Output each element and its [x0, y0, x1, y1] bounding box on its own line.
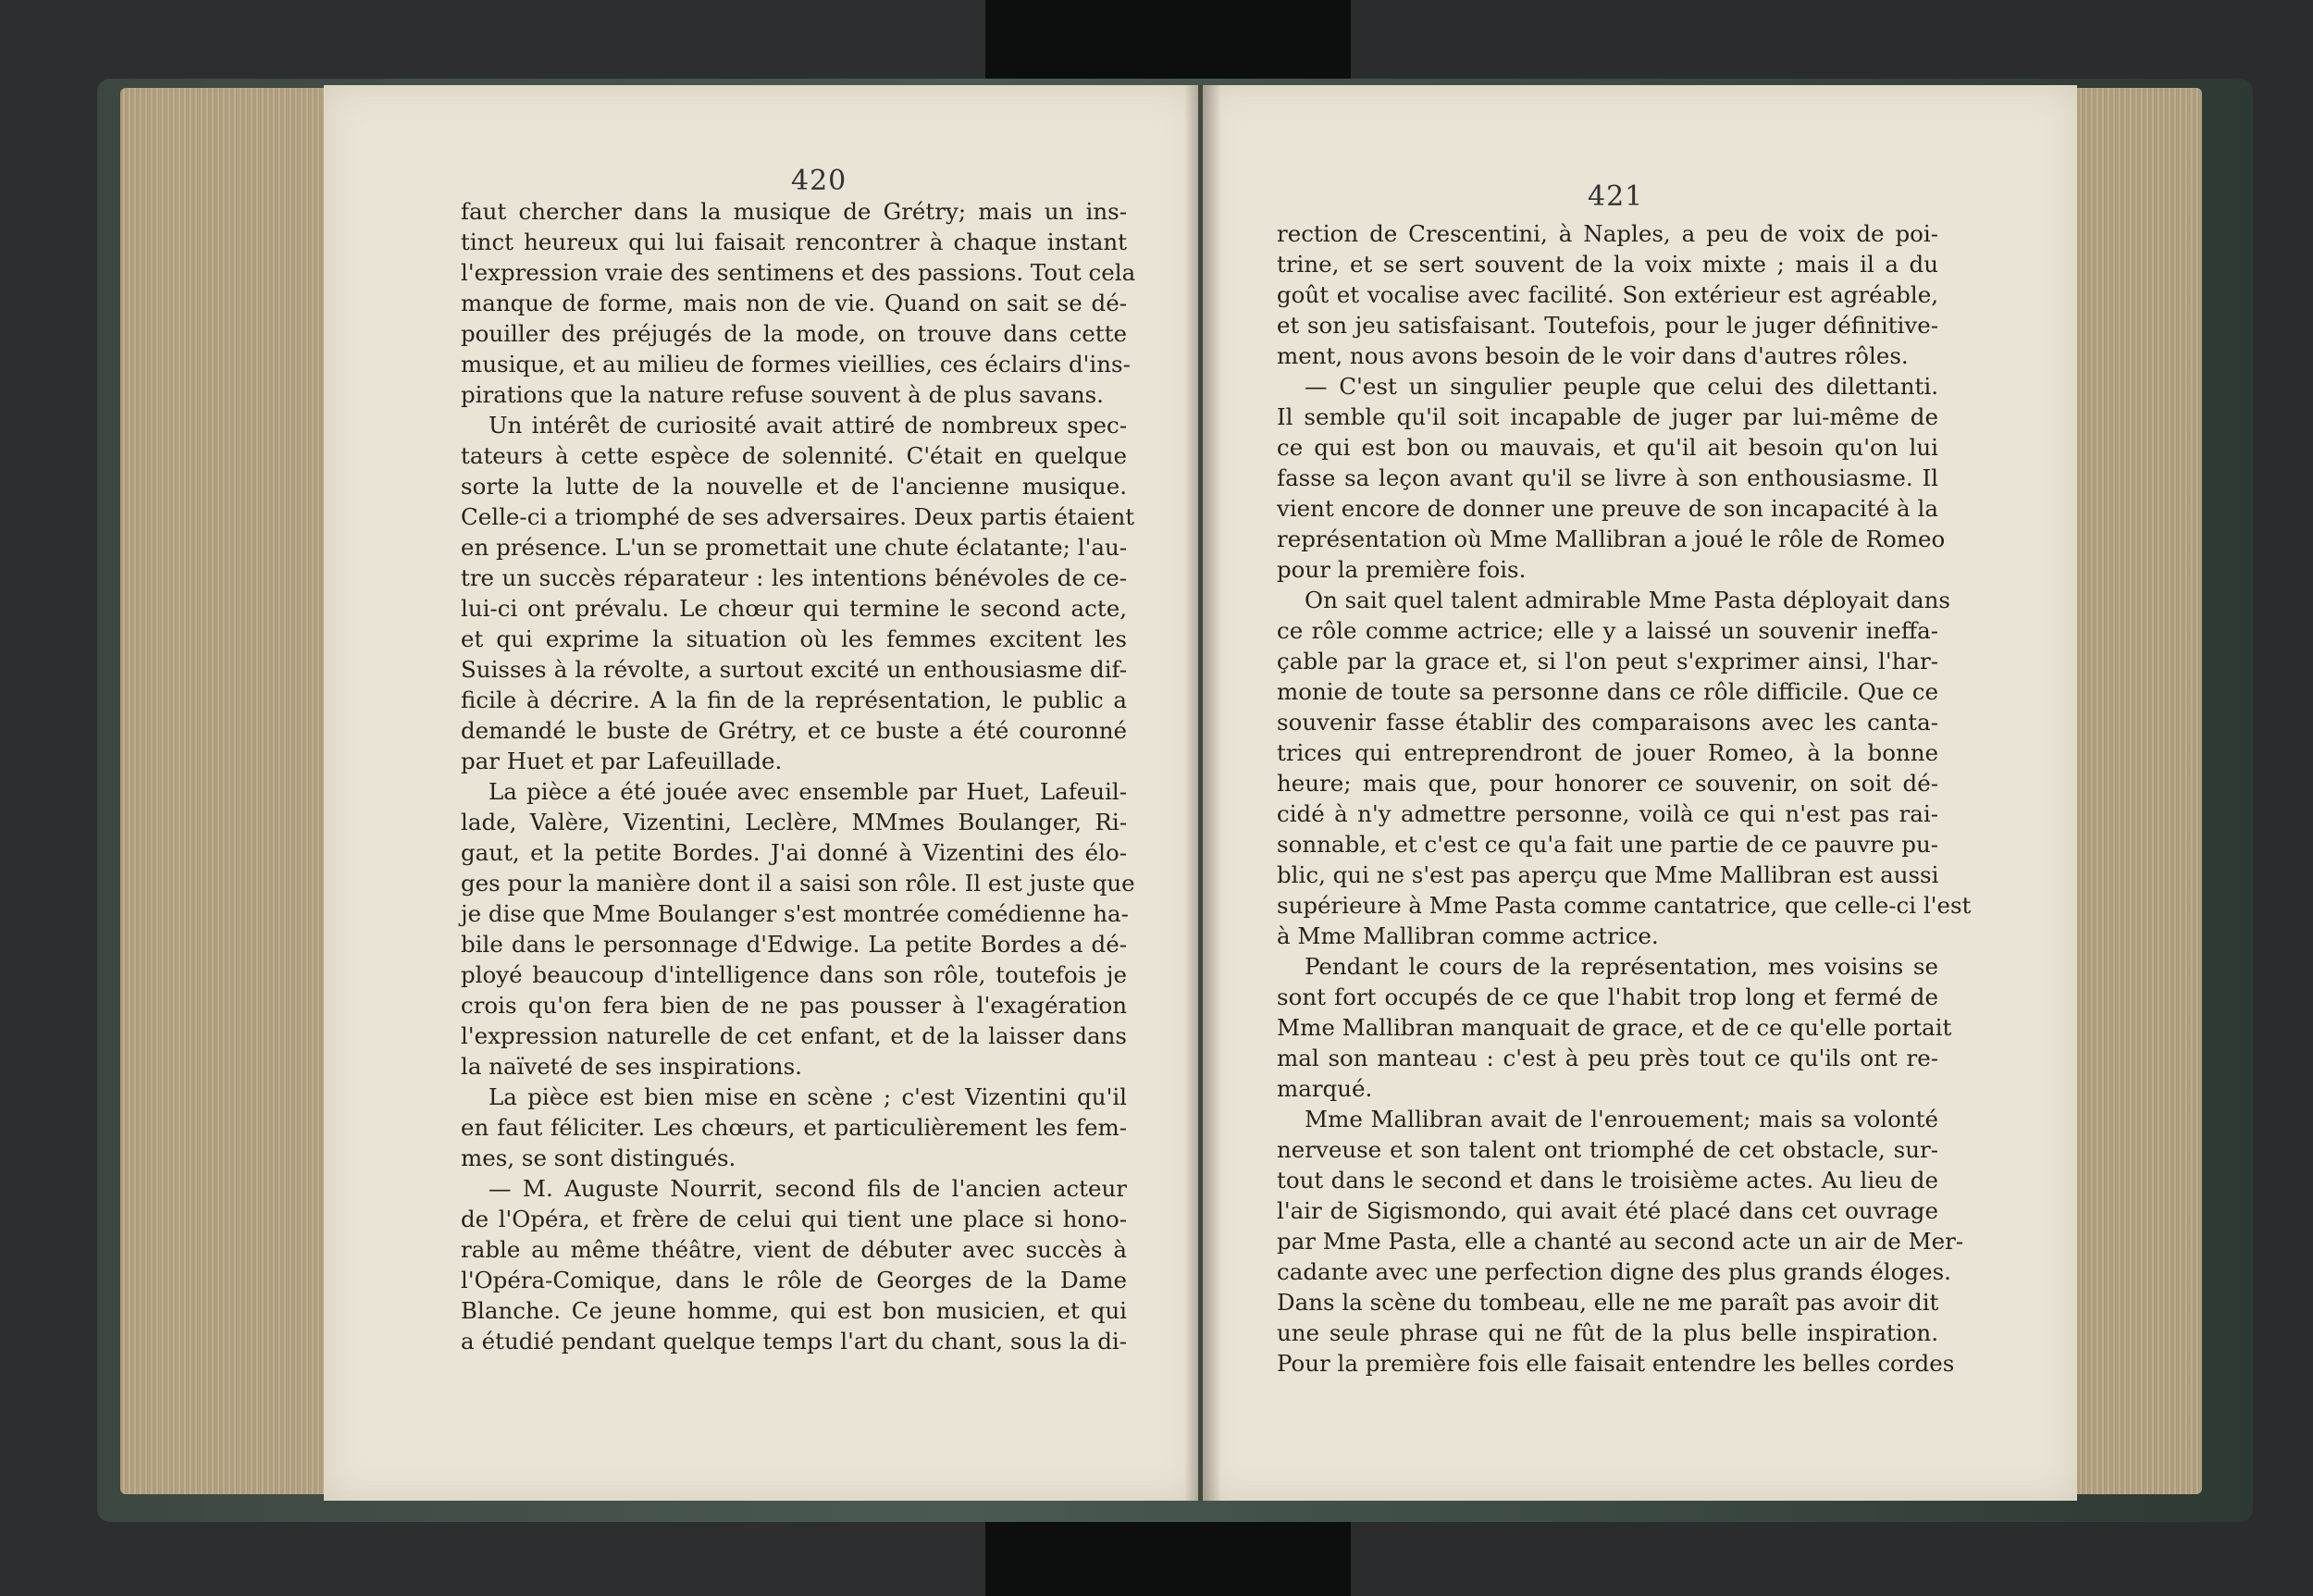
text-line: pirations que la nature refuse souvent à de plus savans. — [461, 381, 1104, 408]
text-line: Il semble qu'il soit incapable de juger par lui-même de — [1277, 403, 1938, 430]
page-edges-left — [120, 88, 342, 1494]
text-line: pouiller des préjugés de la mode, on trouve dans cette — [461, 320, 1127, 347]
text-line: monie de toute sa personne dans ce rôle difficile. Que ce — [1277, 678, 1938, 705]
text-line: Celle-ci a triomphé de ses adversaires. Deux partis étaient — [461, 503, 1135, 530]
text-line: çable par la grace et, si l'on peut s'exprimer ainsi, l'har- — [1277, 648, 1938, 674]
text-line: Dans la scène du tombeau, elle ne me paraît pas avoir dit — [1277, 1289, 1939, 1316]
text-line: supérieure à Mme Pasta comme cantatrice, que celle-ci l'est — [1277, 892, 1972, 919]
text-line: — M. Auguste Nourrit, second fils de l'ancien acteur — [489, 1175, 1127, 1202]
text-line: vient encore de donner une preuve de son incapacité à la — [1277, 495, 1938, 522]
text-line: lui-ci ont prévalu. Le chœur qui termine le second acte, — [461, 595, 1127, 622]
text-line: sont fort occupés de ce que l'habit trop long et fermé de — [1277, 984, 1938, 1010]
text-line: par Mme Pasta, elle a chanté au second acte un air de Mer- — [1277, 1228, 1964, 1255]
text-line: manque de forme, mais non de vie. Quand on sait se dé- — [461, 290, 1127, 316]
text-line: tateurs à cette espèce de solennité. C'était en quelque — [461, 442, 1127, 469]
text-line: musique, et au milieu de formes vieillies, ces éclairs d'ins- — [461, 351, 1131, 377]
text-line: La pièce est bien mise en scène ; c'est Vizentini qu'il — [489, 1083, 1127, 1110]
right-page-number: 421 — [1588, 180, 1644, 213]
text-line: sonnable, et c'est ce qu'a fait une partie de ce pauvre pu- — [1277, 831, 1938, 858]
text-line: Suisses à la révolte, a surtout excité un enthousiasme dif- — [461, 656, 1127, 683]
text-line: la naïveté de ses inspirations. — [461, 1053, 802, 1080]
text-line: tinct heureux qui lui faisait rencontrer à chaque instant — [461, 229, 1127, 255]
text-line: tout dans le second et dans le troisième actes. Au lieu de — [1277, 1167, 1938, 1194]
text-line: en faut féliciter. Les chœurs, et particulièrement les fem- — [461, 1114, 1127, 1141]
text-line: crois qu'on fera bien de ne pas pousser à l'exagération — [461, 992, 1127, 1019]
text-line: une seule phrase qui ne fût de la plus belle inspiration. — [1277, 1319, 1938, 1346]
text-line: ce rôle comme actrice; elle y a laissé un souvenir ineffa- — [1277, 617, 1938, 644]
text-line: Mme Mallibran avait de l'enrouement; mais sa volonté — [1305, 1106, 1938, 1132]
text-line: goût et vocalise avec facilité. Son extérieur est agréable, — [1277, 281, 1938, 308]
text-line: sorte la lutte de la nouvelle et de l'ancienne musique. — [461, 473, 1127, 500]
text-line: l'air de Sigismondo, qui avait été placé dans cet ouvrage — [1277, 1197, 1938, 1224]
text-line: de l'Opéra, et frère de celui qui tient une place si hono- — [461, 1206, 1127, 1232]
text-line: Mme Mallibran manquait de grace, et de ce qu'elle portait — [1277, 1014, 1952, 1041]
text-line: ges pour la manière dont il a saisi son rôle. Il est juste que — [461, 870, 1135, 897]
text-line: tre un succès réparateur : les intentions bénévoles de ce- — [461, 564, 1127, 591]
text-line: ment, nous avons besoin de le voir dans d'autres rôles. — [1277, 342, 1909, 369]
text-line: à Mme Mallibran comme actrice. — [1277, 922, 1659, 949]
text-line: gaut, et la petite Bordes. J'ai donné à Vizentini des élo- — [461, 839, 1127, 866]
text-line: représentation où Mme Mallibran a joué le rôle de Romeo — [1277, 526, 1946, 552]
text-line: fasse sa leçon avant qu'il se livre à son enthousiasme. Il — [1277, 464, 1938, 491]
text-line: Pendant le cours de la représentation, mes voisins se — [1305, 953, 1938, 980]
text-line: blic, qui ne s'est pas aperçu que Mme Mallibran est aussi — [1277, 861, 1939, 888]
text-line: ficile à décrire. A la fin de la représentation, le public a — [461, 687, 1127, 713]
text-line: l'expression vraie des sentimens et des passions. Tout cela — [461, 259, 1136, 286]
text-line: souvenir fasse établir des comparaisons avec les canta- — [1277, 709, 1938, 736]
text-line: ce qui est bon ou mauvais, et qu'il ait besoin qu'on lui — [1277, 434, 1938, 461]
text-line: heure; mais que, pour honorer ce souvenir, on soit dé- — [1277, 770, 1938, 797]
text-line: nerveuse et son talent ont triomphé de cet obstacle, sur- — [1277, 1136, 1938, 1163]
text-line: faut chercher dans la musique de Grétry; mais un ins- — [461, 198, 1127, 225]
text-line: rection de Crescentini, à Naples, a peu de voix de poi- — [1277, 220, 1938, 247]
text-line: en présence. L'un se promettait une chute éclatante; l'au- — [461, 534, 1127, 561]
left-page-text — [461, 196, 1136, 1356]
text-line: rable au même théâtre, vient de débuter avec succès à — [461, 1236, 1127, 1263]
left-page-number: 420 — [791, 165, 847, 197]
text-line: bile dans le personnage d'Edwige. La petite Bordes a dé- — [461, 931, 1127, 958]
text-line: lade, Valère, Vizentini, Leclère, MMmes Boulanger, Ri- — [461, 809, 1127, 835]
text-line: On sait quel talent admirable Mme Pasta déployait dans — [1305, 587, 1950, 613]
text-line: demandé le buste de Grétry, et ce buste a été couronné — [461, 717, 1127, 744]
text-line: Blanche. Ce jeune homme, qui est bon musicien, et qui — [461, 1297, 1127, 1324]
text-line: mal son manteau : c'est à peu près tout ce qu'ils ont re- — [1277, 1045, 1938, 1071]
page-edges-right — [2077, 88, 2202, 1494]
text-line: a étudié pendant quelque temps l'art du chant, sous la di- — [461, 1328, 1127, 1355]
text-line: et son jeu satisfaisant. Toutefois, pour le juger définitive- — [1277, 312, 1938, 339]
text-line: cadante avec une perfection digne des plus grands éloges. — [1277, 1258, 1951, 1285]
text-line: trices qui entreprendront de jouer Romeo, à la bonne — [1277, 739, 1938, 766]
text-line: je dise que Mme Boulanger s'est montrée comédienne ha- — [461, 900, 1129, 927]
text-line: l'Opéra-Comique, dans le rôle de Georges de la Dame — [461, 1267, 1127, 1293]
text-line: Pour la première fois elle faisait entendre les belles cordes — [1277, 1350, 1955, 1377]
text-line: par Huet et par Lafeuillade. — [461, 748, 783, 774]
text-line: Un intérêt de curiosité avait attiré de nombreux spec- — [489, 412, 1127, 439]
right-page-text — [1277, 218, 1972, 1379]
text-line: l'expression naturelle de cet enfant, et de la laisser dans — [461, 1022, 1127, 1049]
text-line: marqué. — [1277, 1075, 1373, 1102]
text-line: trine, et se sert souvent de la voix mixte ; mais il a du — [1277, 251, 1938, 278]
text-line: — C'est un singulier peuple que celui des dilettanti. — [1305, 373, 1938, 400]
text-line: pour la première fois. — [1277, 556, 1527, 583]
text-line: et qui exprime la situation où les femmes excitent les — [461, 625, 1127, 652]
text-line: ployé beaucoup d'intelligence dans son rôle, toutefois je — [461, 961, 1127, 988]
text-line: cidé à n'y admettre personne, voilà ce qui n'est pas rai- — [1277, 800, 1938, 827]
text-line: La pièce a été jouée avec ensemble par Huet, Lafeuil- — [489, 778, 1127, 805]
book-gutter — [1184, 85, 1221, 1501]
text-line: mes, se sont distingués. — [461, 1144, 736, 1171]
